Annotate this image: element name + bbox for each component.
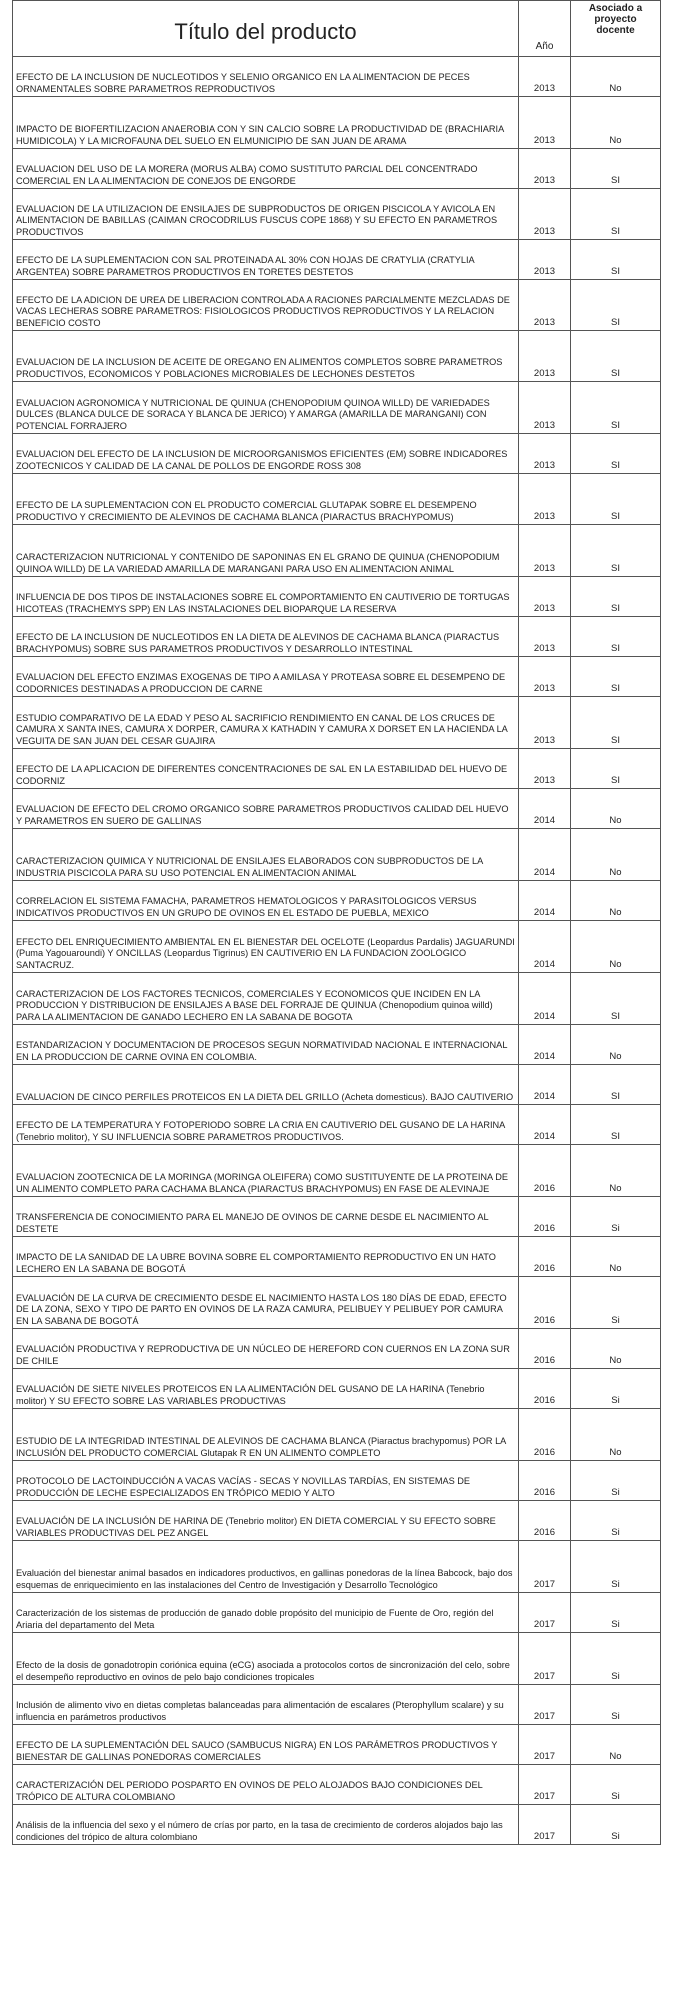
table-row bbox=[13, 1685, 661, 1725]
associated-cell: No bbox=[571, 57, 661, 97]
associated-cell: SI bbox=[571, 280, 661, 331]
table-row bbox=[13, 1025, 661, 1065]
year-cell: 2016 bbox=[519, 1237, 571, 1277]
table-row bbox=[13, 1409, 661, 1461]
associated-cell: No bbox=[571, 1025, 661, 1065]
table-row bbox=[13, 189, 661, 240]
product-title-cell: EVALUACION DEL EFECTO DE LA INCLUSION DE MICROORGANISMOS EFICIENTES (EM) SOBRE INDICADORES ZOOTECNICOS Y CALIDAD DE LA CANAL DE POLLOS DE ENGORDE ROSS 308 bbox=[13, 434, 519, 474]
year-cell: 2013 bbox=[519, 149, 571, 189]
product-title-cell: EFECTO DEL ENRIQUECIMIENTO AMBIENTAL EN EL BIENESTAR DEL OCELOTE (Leopardus Pardalis) JAGUARUNDI (Puma Yagouaroundi) Y ONCILLAS (Leopardus Tigrinus) EN CAUTIVERIO EN LA FUNDACION ZOOLOGICO SANTACRUZ. bbox=[13, 921, 519, 973]
associated-cell: SI bbox=[571, 434, 661, 474]
column-header-title: Título del producto bbox=[13, 1, 519, 57]
year-cell: 2014 bbox=[519, 881, 571, 921]
table-row bbox=[13, 1197, 661, 1237]
table-row bbox=[13, 331, 661, 382]
associated-cell: No bbox=[571, 1409, 661, 1461]
year-cell: 2016 bbox=[519, 1501, 571, 1541]
associated-cell: No bbox=[571, 1237, 661, 1277]
year-cell: 2016 bbox=[519, 1369, 571, 1409]
year-cell: 2016 bbox=[519, 1329, 571, 1369]
table-row bbox=[13, 617, 661, 657]
year-cell: 2013 bbox=[519, 57, 571, 97]
year-cell: 2013 bbox=[519, 749, 571, 789]
product-title-cell: EVALUACION ZOOTECNICA DE LA MORINGA (MORINGA OLEIFERA) COMO SUSTITUYENTE DE LA PROTEINA DE UN ALIMENTO COMPLETO PARA CACHAMA BLANCA (PIARACTUS BRACHYPOMUS) EN FASE DE ALEVINAJE bbox=[13, 1145, 519, 1197]
associated-cell: SI bbox=[571, 1065, 661, 1105]
table-row bbox=[13, 1065, 661, 1105]
table-row bbox=[13, 881, 661, 921]
product-title-cell: EFECTO DE LA APLICACION DE DIFERENTES CONCENTRACIONES DE SAL EN LA ESTABILIDAD DEL HUEVO DE CODORNIZ bbox=[13, 749, 519, 789]
associated-cell: SI bbox=[571, 577, 661, 617]
year-cell: 2016 bbox=[519, 1461, 571, 1501]
table-row bbox=[13, 1145, 661, 1197]
year-cell: 2016 bbox=[519, 1277, 571, 1329]
associated-cell: SI bbox=[571, 331, 661, 382]
year-cell: 2013 bbox=[519, 474, 571, 525]
product-title-cell: Análisis de la influencia del sexo y el número de crías por parto, en la tasa de crecimiento de corderos alojados bajo las condiciones del trópico de altura colombiano bbox=[13, 1805, 519, 1845]
product-title-cell: EVALUACIÓN DE LA CURVA DE CRECIMIENTO DESDE EL NACIMIENTO HASTA LOS 180 DÍAS DE EDAD, EFECTO DE LA ZONA, SEXO Y TIPO DE PARTO EN OVINOS DE LA RAZA CAMURA, PELIBUEY Y PELIBUEY POR CAMURA EN LA SABANA DE BOGOTÁ bbox=[13, 1277, 519, 1329]
product-title-cell: EFECTO DE LA INCLUSION DE NUCLEOTIDOS EN LA DIETA DE ALEVINOS DE CACHAMA BLANCA (PIARACTUS BRACHYPOMUS) SOBRE SUS PARAMETROS PRODUCTIVOS Y DESARROLLO INTESTINAL bbox=[13, 617, 519, 657]
associated-cell: SI bbox=[571, 474, 661, 525]
table-header-row bbox=[13, 1, 661, 57]
table-row bbox=[13, 1633, 661, 1685]
associated-cell: Si bbox=[571, 1593, 661, 1633]
year-cell: 2014 bbox=[519, 789, 571, 829]
associated-cell: No bbox=[571, 881, 661, 921]
column-header-year: Año bbox=[519, 1, 571, 57]
year-cell: 2013 bbox=[519, 240, 571, 280]
associated-cell: No bbox=[571, 789, 661, 829]
table-row bbox=[13, 1329, 661, 1369]
associated-cell: No bbox=[571, 1145, 661, 1197]
year-cell: 2017 bbox=[519, 1805, 571, 1845]
table-row bbox=[13, 1105, 661, 1145]
associated-cell: Si bbox=[571, 1541, 661, 1593]
product-title-cell: EFECTO DE LA TEMPERATURA Y FOTOPERIODO SOBRE LA CRIA EN CAUTIVERIO DEL GUSANO DE LA HARINA (Tenebrio molitor), Y SU INFLUENCIA SOBRE PARAMETROS PRODUCTIVOS. bbox=[13, 1105, 519, 1145]
year-cell: 2013 bbox=[519, 97, 571, 149]
associated-cell: SI bbox=[571, 525, 661, 577]
year-cell: 2014 bbox=[519, 1105, 571, 1145]
associated-cell: SI bbox=[571, 657, 661, 697]
year-cell: 2013 bbox=[519, 525, 571, 577]
product-title-cell: CARACTERIZACIÓN DEL PERIODO POSPARTO EN OVINOS DE PELO ALOJADOS BAJO CONDICIONES DEL TRÓPICO DE ALTURA COLOMBIANO bbox=[13, 1765, 519, 1805]
table-body bbox=[13, 57, 661, 1845]
year-cell: 2016 bbox=[519, 1197, 571, 1237]
table-row bbox=[13, 1501, 661, 1541]
product-title-cell: CARACTERIZACION NUTRICIONAL Y CONTENIDO DE SAPONINAS EN EL GRANO DE QUINUA (CHENOPODIUM QUINOA WILLD) DE LA VARIEDAD AMARILLA DE MARANGANI PARA USO EN ALIMENTACION ANIMAL bbox=[13, 525, 519, 577]
product-title-cell: EFECTO DE LA INCLUSION DE NUCLEOTIDOS Y SELENIO ORGANICO EN LA ALIMENTACION DE PECES ORNAMENTALES SOBRE PARAMETROS REPRODUCTIVOS bbox=[13, 57, 519, 97]
associated-cell: No bbox=[571, 829, 661, 881]
product-title-cell: ESTUDIO DE LA INTEGRIDAD INTESTINAL DE ALEVINOS DE CACHAMA BLANCA (Piaractus brachypomus) POR LA INCLUSIÓN DEL PRODUCTO COMERCIAL Glutapak R EN UN ALIMENTO COMPLETO bbox=[13, 1409, 519, 1461]
product-title-cell: EVALUACION DE EFECTO DEL CROMO ORGANICO SOBRE PARAMETROS PRODUCTIVOS CALIDAD DEL HUEVO Y PARAMETROS EN SUERO DE GALLINAS bbox=[13, 789, 519, 829]
table-row bbox=[13, 1461, 661, 1501]
table-row bbox=[13, 1765, 661, 1805]
product-title-cell: ESTANDARIZACION Y DOCUMENTACION DE PROCESOS SEGUN NORMATIVIDAD NACIONAL E INTERNACIONAL EN LA PRODUCCION DE CARNE OVINA EN COLOMBIA. bbox=[13, 1025, 519, 1065]
year-cell: 2017 bbox=[519, 1593, 571, 1633]
associated-cell: SI bbox=[571, 240, 661, 280]
year-cell: 2017 bbox=[519, 1725, 571, 1765]
product-title-cell: ESTUDIO COMPARATIVO DE LA EDAD Y PESO AL SACRIFICIO RENDIMIENTO EN CANAL DE LOS CRUCES DE CAMURA X SANTA INES, CAMURA X DORPER, CAMURA X KATHADIN Y CAMURA X DORSET EN LA HACIENDA LA VEGUITA DE SAN JUAN DEL CESAR GUAJIRA bbox=[13, 697, 519, 749]
year-cell: 2014 bbox=[519, 1025, 571, 1065]
product-title-cell: INFLUENCIA DE DOS TIPOS DE INSTALACIONES SOBRE EL COMPORTAMIENTO EN CAUTIVERIO DE TORTUGAS HICOTEAS (TRACHEMYS SPP) EN LAS INSTALACIONES DEL BIOPARQUE LA RESERVA bbox=[13, 577, 519, 617]
product-title-cell: EFECTO DE LA SUPLEMENTACION CON SAL PROTEINADA AL 30% CON HOJAS DE CRATYLIA (CRATYLIA ARGENTEA) SOBRE PARAMETROS PRODUCTIVOS EN TORETES DESTETOS bbox=[13, 240, 519, 280]
associated-cell: SI bbox=[571, 382, 661, 434]
year-cell: 2013 bbox=[519, 382, 571, 434]
product-title-cell: IMPACTO DE LA SANIDAD DE LA UBRE BOVINA SOBRE EL COMPORTAMIENTO REPRODUCTIVO EN UN HATO LECHERO EN LA SABANA DE BOGOTÁ bbox=[13, 1237, 519, 1277]
year-cell: 2013 bbox=[519, 657, 571, 697]
table-row bbox=[13, 577, 661, 617]
table-row bbox=[13, 97, 661, 149]
associated-cell: Si bbox=[571, 1461, 661, 1501]
product-title-cell: EFECTO DE LA SUPLEMENTACIÓN DEL SAUCO (SAMBUCUS NIGRA) EN LOS PARÁMETROS PRODUCTIVOS Y BIENESTAR DE GALLINAS PONEDORAS COMERCIALES bbox=[13, 1725, 519, 1765]
product-title-cell: EFECTO DE LA SUPLEMENTACION CON EL PRODUCTO COMERCIAL GLUTAPAK SOBRE EL DESEMPENO PRODUCTIVO Y CRECIMIENTO DE ALEVINOS DE CACHAMA BLANCA (PIARACTUS BRACHYPOMUS) bbox=[13, 474, 519, 525]
table-row bbox=[13, 1237, 661, 1277]
associated-cell: SI bbox=[571, 973, 661, 1025]
product-table bbox=[12, 0, 661, 1845]
year-cell: 2016 bbox=[519, 1409, 571, 1461]
year-cell: 2017 bbox=[519, 1633, 571, 1685]
product-title-cell: PROTOCOLO DE LACTOINDUCCIÓN A VACAS VACÍAS - SECAS Y NOVILLAS TARDÍAS, EN SISTEMAS DE PRODUCCIÓN DE LECHE ESPECIALIZADOS EN TRÓPICO MEDIO Y ALTO bbox=[13, 1461, 519, 1501]
product-table-container bbox=[12, 0, 660, 1845]
year-cell: 2014 bbox=[519, 973, 571, 1025]
product-title-cell: CARACTERIZACION DE LOS FACTORES TECNICOS, COMERCIALES Y ECONOMICOS QUE INCIDEN EN LA PRODUCCION Y DISTRIBUCION DE ENSILAJES A BASE DEL FORRAJE DE QUINUA (Chenopodium quinoa willd) PARA LA ALIMENTACION DE GANADO LECHERO EN LA SABANA DE BOGOTA bbox=[13, 973, 519, 1025]
product-title-cell: EVALUACIÓN DE SIETE NIVELES PROTEICOS EN LA ALIMENTACIÓN DEL GUSANO DE LA HARINA (Tenebrio molitor) Y SU EFECTO SOBRE LAS VARIABLES PRODUCTIVAS bbox=[13, 1369, 519, 1409]
year-cell: 2013 bbox=[519, 697, 571, 749]
table-row bbox=[13, 1369, 661, 1409]
table-row bbox=[13, 525, 661, 577]
product-title-cell: Evaluación del bienestar animal basados en indicadores productivos, en gallinas ponedoras de la línea Babcock, bajo dos esquemas de enriquecimiento en las instalaciones del Centro de Investigación y Desarrollo Tecnológico bbox=[13, 1541, 519, 1593]
table-row bbox=[13, 1725, 661, 1765]
year-cell: 2014 bbox=[519, 921, 571, 973]
table-row bbox=[13, 697, 661, 749]
table-row bbox=[13, 382, 661, 434]
year-cell: 2014 bbox=[519, 829, 571, 881]
product-title-cell: EVALUACIÓN PRODUCTIVA Y REPRODUCTIVA DE UN NÚCLEO DE HEREFORD CON CUERNOS EN LA ZONA SUR DE CHILE bbox=[13, 1329, 519, 1369]
product-title-cell: EFECTO DE LA ADICION DE UREA DE LIBERACION CONTROLADA A RACIONES PARCIALMENTE MEZCLADAS DE VACAS LECHERAS SOBRE PARAMETROS: FISIOLOGICOS PRODUCTIVOS REPRODUCTIVOS Y LA RELACION BENEFICIO COSTO bbox=[13, 280, 519, 331]
associated-cell: Si bbox=[571, 1633, 661, 1685]
product-title-cell: CORRELACION EL SISTEMA FAMACHA, PARAMETROS HEMATOLOGICOS Y PARASITOLOGICOS VERSUS INDICATIVOS PRODUCTIVOS EN UN GRUPO DE OVINOS EN EL ESTADO DE PUEBLA, MEXICO bbox=[13, 881, 519, 921]
product-title-cell: IMPACTO DE BIOFERTILIZACION ANAEROBIA CON Y SIN CALCIO SOBRE LA PRODUCTIVIDAD DE (BRACHIARIA HUMIDICOLA) Y LA MICROFAUNA DEL SUELO EN ELMUNICIPIO DE SAN JUAN DE ARAMA bbox=[13, 97, 519, 149]
year-cell: 2014 bbox=[519, 1065, 571, 1105]
table-row bbox=[13, 749, 661, 789]
table-row bbox=[13, 57, 661, 97]
product-title-cell: EVALUACION DEL EFECTO ENZIMAS EXOGENAS DE TIPO A AMILASA Y PROTEASA SOBRE EL DESEMPENO DE CODORNICES DESTINADAS A PRODUCCION DE CARNE bbox=[13, 657, 519, 697]
table-row bbox=[13, 280, 661, 331]
year-cell: 2017 bbox=[519, 1685, 571, 1725]
table-row bbox=[13, 474, 661, 525]
table-row bbox=[13, 1805, 661, 1845]
associated-cell: SI bbox=[571, 749, 661, 789]
product-title-cell: EVALUACION DE CINCO PERFILES PROTEICOS EN LA DIETA DEL GRILLO (Acheta domesticus). BAJO CAUTIVERIO bbox=[13, 1065, 519, 1105]
associated-cell: No bbox=[571, 97, 661, 149]
table-row bbox=[13, 657, 661, 697]
product-title-cell: Caracterización de los sistemas de producción de ganado doble propósito del municipio de Fuente de Oro, región del Ariaria del departamento del Meta bbox=[13, 1593, 519, 1633]
product-title-cell: EVALUACION DEL USO DE LA MORERA (MORUS ALBA) COMO SUSTITUTO PARCIAL DEL CONCENTRADO COMERCIAL EN LA ALIMENTACION DE CONEJOS DE ENGORDE bbox=[13, 149, 519, 189]
product-title-cell: EVALUACION DE LA INCLUSION DE ACEITE DE OREGANO EN ALIMENTOS COMPLETOS SOBRE PARAMETROS PRODUCTIVOS, ECONOMICOS Y POBLACIONES MICROBIALES DE LECHONES DESTETOS bbox=[13, 331, 519, 382]
year-cell: 2017 bbox=[519, 1765, 571, 1805]
product-title-cell: TRANSFERENCIA DE CONOCIMIENTO PARA EL MANEJO DE OVINOS DE CARNE DESDE EL NACIMIENTO AL DESTETE bbox=[13, 1197, 519, 1237]
associated-cell: Si bbox=[571, 1805, 661, 1845]
year-cell: 2013 bbox=[519, 577, 571, 617]
table-row bbox=[13, 240, 661, 280]
table-row bbox=[13, 1277, 661, 1329]
product-title-cell: CARACTERIZACION QUIMICA Y NUTRICIONAL DE ENSILAJES ELABORADOS CON SUBPRODUCTOS DE LA INDUSTRIA PISCICOLA PARA SU USO POTENCIAL EN ALIMENTACION ANIMAL bbox=[13, 829, 519, 881]
column-header-associated: Asociado a proyecto docente bbox=[571, 1, 661, 57]
product-title-cell: Efecto de la dosis de gonadotropin coriónica equina (eCG) asociada a protocolos cortos de sincronización del celo, sobre el desempeño reproductivo en ovinos de pelo bajo condiciones tropicales bbox=[13, 1633, 519, 1685]
table-row bbox=[13, 149, 661, 189]
product-title-cell: EVALUACION AGRONOMICA Y NUTRICIONAL DE QUINUA (CHENOPODIUM QUINOA WILLD) DE VARIEDADES DULCES (BLANCA DULCE DE SORACA Y BLANCA DE JERICO) Y AMARGA (AMARILLA DE MARANGANI) CON POTENCIAL FORRAJERO bbox=[13, 382, 519, 434]
associated-cell: No bbox=[571, 1725, 661, 1765]
table-row bbox=[13, 921, 661, 973]
associated-cell: Si bbox=[571, 1369, 661, 1409]
associated-cell: No bbox=[571, 1329, 661, 1369]
associated-cell: Si bbox=[571, 1685, 661, 1725]
table-row bbox=[13, 1541, 661, 1593]
product-title-cell: EVALUACIÓN DE LA INCLUSIÓN DE HARINA DE (Tenebrio molitor) EN DIETA COMERCIAL Y SU EFECTO SOBRE VARIABLES PRODUCTIVAS DEL PEZ ANGEL bbox=[13, 1501, 519, 1541]
table-row bbox=[13, 973, 661, 1025]
year-cell: 2016 bbox=[519, 1145, 571, 1197]
associated-cell: Si bbox=[571, 1501, 661, 1541]
associated-cell: SI bbox=[571, 1105, 661, 1145]
table-row bbox=[13, 829, 661, 881]
year-cell: 2013 bbox=[519, 434, 571, 474]
associated-cell: No bbox=[571, 921, 661, 973]
year-cell: 2013 bbox=[519, 331, 571, 382]
associated-cell: SI bbox=[571, 189, 661, 240]
table-row bbox=[13, 1593, 661, 1633]
year-cell: 2013 bbox=[519, 617, 571, 657]
year-cell: 2013 bbox=[519, 280, 571, 331]
associated-cell: Si bbox=[571, 1197, 661, 1237]
product-title-cell: Inclusión de alimento vivo en dietas completas balanceadas para alimentación de escalares (Pterophyllum scalare) y su influencia en parámetros productivos bbox=[13, 1685, 519, 1725]
associated-cell: SI bbox=[571, 149, 661, 189]
associated-cell: SI bbox=[571, 697, 661, 749]
table-row bbox=[13, 434, 661, 474]
associated-cell: SI bbox=[571, 617, 661, 657]
associated-cell: Si bbox=[571, 1277, 661, 1329]
product-title-cell: EVALUACION DE LA UTILIZACION DE ENSILAJES DE SUBPRODUCTOS DE ORIGEN PISCICOLA Y AVICOLA EN ALIMENTACION DE BABILLAS (CAIMAN CROCODRILUS FUSCUS COPE 1868) Y SU EFECTO EN PARAMETROS PRODUCTIVOS bbox=[13, 189, 519, 240]
associated-cell: Si bbox=[571, 1765, 661, 1805]
year-cell: 2017 bbox=[519, 1541, 571, 1593]
year-cell: 2013 bbox=[519, 189, 571, 240]
table-row bbox=[13, 789, 661, 829]
